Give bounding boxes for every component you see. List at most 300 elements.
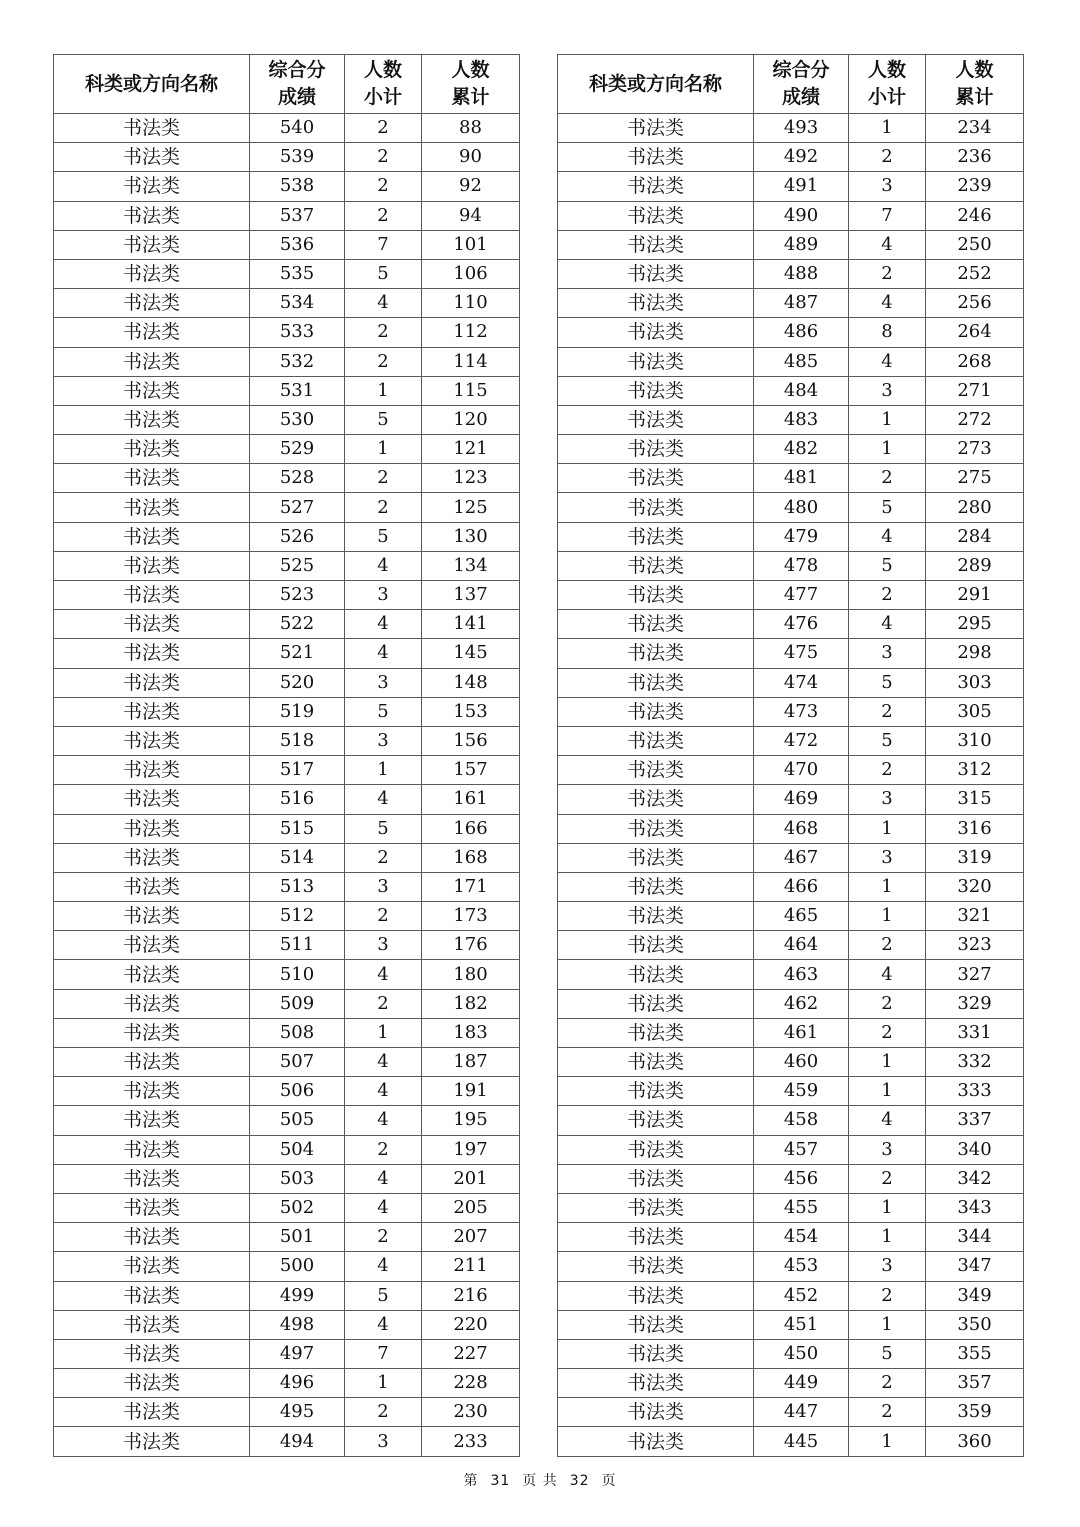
cell-cumulative: 344 xyxy=(926,1223,1024,1252)
cell-score: 540 xyxy=(250,114,345,143)
cell-cumulative: 171 xyxy=(422,872,520,901)
cell-cumulative: 333 xyxy=(926,1077,1024,1106)
cell-cumulative: 201 xyxy=(422,1164,520,1193)
cell-category: 书法类 xyxy=(558,376,754,405)
table-row xyxy=(558,843,1024,872)
cell-category: 书法类 xyxy=(558,464,754,493)
cell-count: 2 xyxy=(849,931,926,960)
table-row xyxy=(54,1164,520,1193)
cell-cumulative: 101 xyxy=(422,230,520,259)
cell-score: 445 xyxy=(754,1427,849,1456)
cell-category: 书法类 xyxy=(558,872,754,901)
table-row xyxy=(558,756,1024,785)
cell-score: 519 xyxy=(250,697,345,726)
table-row xyxy=(558,1339,1024,1368)
cell-cumulative: 246 xyxy=(926,201,1024,230)
header-cumulative: 人数 累计 xyxy=(422,55,520,114)
cell-category: 书法类 xyxy=(558,551,754,580)
table-row xyxy=(558,989,1024,1018)
table-row xyxy=(54,1398,520,1427)
cell-count: 3 xyxy=(849,785,926,814)
table-row xyxy=(558,493,1024,522)
table-row xyxy=(54,756,520,785)
cell-score: 529 xyxy=(250,435,345,464)
cell-score: 483 xyxy=(754,405,849,434)
table-row xyxy=(54,376,520,405)
cell-score: 515 xyxy=(250,814,345,843)
cell-category: 书法类 xyxy=(558,610,754,639)
cell-category: 书法类 xyxy=(54,201,250,230)
cell-score: 486 xyxy=(754,318,849,347)
cell-cumulative: 112 xyxy=(422,318,520,347)
cell-category: 书法类 xyxy=(558,814,754,843)
cell-category: 书法类 xyxy=(558,1106,754,1135)
cell-cumulative: 120 xyxy=(422,405,520,434)
cell-count: 3 xyxy=(345,581,422,610)
cell-cumulative: 357 xyxy=(926,1369,1024,1398)
cell-cumulative: 161 xyxy=(422,785,520,814)
cell-score: 520 xyxy=(250,668,345,697)
cell-score: 488 xyxy=(754,259,849,288)
cell-score: 509 xyxy=(250,989,345,1018)
cell-category: 书法类 xyxy=(54,1077,250,1106)
table-row xyxy=(558,639,1024,668)
cell-count: 4 xyxy=(345,289,422,318)
cell-category: 书法类 xyxy=(558,843,754,872)
cell-cumulative: 123 xyxy=(422,464,520,493)
cell-count: 2 xyxy=(345,172,422,201)
cell-score: 447 xyxy=(754,1398,849,1427)
cell-score: 460 xyxy=(754,1048,849,1077)
table-row xyxy=(54,639,520,668)
cell-count: 2 xyxy=(345,1223,422,1252)
table-row xyxy=(558,201,1024,230)
table-row xyxy=(558,347,1024,376)
cell-cumulative: 230 xyxy=(422,1398,520,1427)
table-row xyxy=(558,668,1024,697)
cell-category: 书法类 xyxy=(558,347,754,376)
cell-count: 4 xyxy=(345,1310,422,1339)
cell-score: 538 xyxy=(250,172,345,201)
cell-count: 2 xyxy=(345,902,422,931)
cell-count: 3 xyxy=(849,1135,926,1164)
cell-score: 484 xyxy=(754,376,849,405)
cell-score: 450 xyxy=(754,1339,849,1368)
table-row xyxy=(54,201,520,230)
cell-score: 495 xyxy=(250,1398,345,1427)
cell-cumulative: 157 xyxy=(422,756,520,785)
cell-category: 书法类 xyxy=(54,1310,250,1339)
cell-category: 书法类 xyxy=(54,464,250,493)
cell-count: 4 xyxy=(345,960,422,989)
cell-count: 1 xyxy=(849,1193,926,1222)
cell-count: 2 xyxy=(849,756,926,785)
cell-category: 书法类 xyxy=(54,318,250,347)
cell-category: 书法类 xyxy=(558,1135,754,1164)
cell-score: 505 xyxy=(250,1106,345,1135)
header-cumulative: 人数 累计 xyxy=(926,55,1024,114)
table-row xyxy=(54,902,520,931)
cell-category: 书法类 xyxy=(54,610,250,639)
cell-score: 535 xyxy=(250,259,345,288)
cell-score: 537 xyxy=(250,201,345,230)
cell-score: 468 xyxy=(754,814,849,843)
cell-category: 书法类 xyxy=(558,1077,754,1106)
cell-score: 455 xyxy=(754,1193,849,1222)
cell-cumulative: 305 xyxy=(926,697,1024,726)
cell-count: 5 xyxy=(345,522,422,551)
cell-count: 4 xyxy=(345,1048,422,1077)
cell-cumulative: 115 xyxy=(422,376,520,405)
cell-score: 508 xyxy=(250,1018,345,1047)
cell-cumulative: 168 xyxy=(422,843,520,872)
cell-count: 7 xyxy=(849,201,926,230)
table-row xyxy=(558,1018,1024,1047)
cell-category: 书法类 xyxy=(558,1048,754,1077)
cell-count: 4 xyxy=(345,1077,422,1106)
cell-count: 4 xyxy=(345,551,422,580)
cell-category: 书法类 xyxy=(558,581,754,610)
cell-cumulative: 303 xyxy=(926,668,1024,697)
cell-score: 532 xyxy=(250,347,345,376)
cell-count: 3 xyxy=(849,639,926,668)
table-row xyxy=(54,989,520,1018)
cell-count: 4 xyxy=(849,610,926,639)
cell-score: 514 xyxy=(250,843,345,872)
cell-cumulative: 349 xyxy=(926,1281,1024,1310)
cell-count: 2 xyxy=(345,143,422,172)
cell-score: 539 xyxy=(250,143,345,172)
cell-score: 504 xyxy=(250,1135,345,1164)
cell-count: 3 xyxy=(849,843,926,872)
cell-category: 书法类 xyxy=(54,376,250,405)
cell-score: 521 xyxy=(250,639,345,668)
cell-category: 书法类 xyxy=(558,697,754,726)
cell-score: 463 xyxy=(754,960,849,989)
footer-prefix: 第 xyxy=(463,1473,479,1489)
cell-count: 5 xyxy=(345,814,422,843)
cell-cumulative: 125 xyxy=(422,493,520,522)
cell-cumulative: 321 xyxy=(926,902,1024,931)
cell-count: 8 xyxy=(849,318,926,347)
cell-cumulative: 195 xyxy=(422,1106,520,1135)
cell-score: 536 xyxy=(250,230,345,259)
table-row xyxy=(558,960,1024,989)
cell-category: 书法类 xyxy=(558,785,754,814)
cell-category: 书法类 xyxy=(54,1223,250,1252)
cell-score: 458 xyxy=(754,1106,849,1135)
cell-category: 书法类 xyxy=(54,1398,250,1427)
cell-cumulative: 183 xyxy=(422,1018,520,1047)
cell-count: 3 xyxy=(345,726,422,755)
cell-category: 书法类 xyxy=(558,756,754,785)
table-row xyxy=(558,435,1024,464)
cell-count: 1 xyxy=(849,1310,926,1339)
table-row xyxy=(558,902,1024,931)
table-row xyxy=(558,726,1024,755)
cell-count: 2 xyxy=(345,1135,422,1164)
table-row xyxy=(558,581,1024,610)
cell-category: 书法类 xyxy=(558,1369,754,1398)
cell-score: 525 xyxy=(250,551,345,580)
cell-count: 2 xyxy=(849,989,926,1018)
cell-cumulative: 340 xyxy=(926,1135,1024,1164)
table-row xyxy=(54,1048,520,1077)
cell-count: 5 xyxy=(849,493,926,522)
cell-count: 3 xyxy=(849,172,926,201)
cell-count: 5 xyxy=(345,259,422,288)
cell-count: 1 xyxy=(345,1369,422,1398)
footer-middle: 页 共 xyxy=(522,1473,558,1489)
cell-category: 书法类 xyxy=(54,259,250,288)
cell-category: 书法类 xyxy=(558,522,754,551)
cell-cumulative: 153 xyxy=(422,697,520,726)
cell-score: 522 xyxy=(250,610,345,639)
table-row xyxy=(54,581,520,610)
cell-cumulative: 121 xyxy=(422,435,520,464)
table-row xyxy=(54,1077,520,1106)
cell-category: 书法类 xyxy=(54,902,250,931)
cell-category: 书法类 xyxy=(54,347,250,376)
table-row xyxy=(558,318,1024,347)
footer-total-pages: 32 xyxy=(569,1473,590,1489)
cell-cumulative: 264 xyxy=(926,318,1024,347)
cell-count: 4 xyxy=(345,1164,422,1193)
cell-category: 书法类 xyxy=(558,931,754,960)
header-category: 科类或方向名称 xyxy=(54,55,250,114)
cell-count: 4 xyxy=(849,289,926,318)
cell-score: 533 xyxy=(250,318,345,347)
cell-count: 2 xyxy=(849,1398,926,1427)
cell-count: 2 xyxy=(849,1164,926,1193)
table-row xyxy=(558,697,1024,726)
cell-score: 528 xyxy=(250,464,345,493)
cell-score: 493 xyxy=(754,114,849,143)
table-row xyxy=(54,522,520,551)
table-row xyxy=(54,814,520,843)
cell-cumulative: 347 xyxy=(926,1252,1024,1281)
cell-cumulative: 327 xyxy=(926,960,1024,989)
cell-count: 5 xyxy=(849,1339,926,1368)
cell-count: 1 xyxy=(849,902,926,931)
cell-count: 1 xyxy=(849,435,926,464)
table-row xyxy=(54,1106,520,1135)
cell-category: 书法类 xyxy=(54,756,250,785)
cell-category: 书法类 xyxy=(558,230,754,259)
cell-score: 478 xyxy=(754,551,849,580)
cell-category: 书法类 xyxy=(558,639,754,668)
cell-score: 491 xyxy=(754,172,849,201)
table-row xyxy=(54,1018,520,1047)
cell-score: 498 xyxy=(250,1310,345,1339)
cell-score: 451 xyxy=(754,1310,849,1339)
cell-cumulative: 234 xyxy=(926,114,1024,143)
cell-category: 书法类 xyxy=(558,1223,754,1252)
table-row xyxy=(54,143,520,172)
cell-cumulative: 207 xyxy=(422,1223,520,1252)
table-header-row xyxy=(558,55,1024,114)
cell-score: 527 xyxy=(250,493,345,522)
cell-category: 书法类 xyxy=(558,435,754,464)
table-row xyxy=(558,259,1024,288)
table-row xyxy=(558,1223,1024,1252)
cell-score: 449 xyxy=(754,1369,849,1398)
table-header-row xyxy=(54,55,520,114)
cell-cumulative: 271 xyxy=(926,376,1024,405)
cell-category: 书法类 xyxy=(54,143,250,172)
cell-category: 书法类 xyxy=(558,1164,754,1193)
cell-cumulative: 332 xyxy=(926,1048,1024,1077)
cell-score: 477 xyxy=(754,581,849,610)
cell-cumulative: 329 xyxy=(926,989,1024,1018)
cell-count: 7 xyxy=(345,1339,422,1368)
cell-cumulative: 134 xyxy=(422,551,520,580)
cell-category: 书法类 xyxy=(54,1281,250,1310)
cell-cumulative: 252 xyxy=(926,259,1024,288)
cell-count: 2 xyxy=(345,1398,422,1427)
cell-count: 1 xyxy=(849,405,926,434)
cell-score: 462 xyxy=(754,989,849,1018)
cell-category: 书法类 xyxy=(54,435,250,464)
cell-count: 2 xyxy=(345,318,422,347)
table-row xyxy=(54,551,520,580)
cell-category: 书法类 xyxy=(54,522,250,551)
cell-count: 1 xyxy=(849,1427,926,1456)
cell-count: 1 xyxy=(849,114,926,143)
table-row xyxy=(558,1427,1024,1456)
table-row xyxy=(54,668,520,697)
cell-category: 书法类 xyxy=(558,114,754,143)
table-row xyxy=(54,610,520,639)
cell-score: 457 xyxy=(754,1135,849,1164)
cell-score: 456 xyxy=(754,1164,849,1193)
cell-count: 4 xyxy=(849,347,926,376)
cell-count: 5 xyxy=(345,697,422,726)
table-row xyxy=(558,1135,1024,1164)
cell-count: 2 xyxy=(849,259,926,288)
cell-count: 4 xyxy=(345,610,422,639)
cell-cumulative: 337 xyxy=(926,1106,1024,1135)
cell-count: 2 xyxy=(849,1018,926,1047)
cell-count: 1 xyxy=(849,1077,926,1106)
cell-category: 书法类 xyxy=(558,1310,754,1339)
cell-count: 3 xyxy=(345,931,422,960)
cell-count: 2 xyxy=(345,201,422,230)
cell-score: 510 xyxy=(250,960,345,989)
cell-cumulative: 295 xyxy=(926,610,1024,639)
cell-category: 书法类 xyxy=(558,989,754,1018)
table-row xyxy=(54,697,520,726)
cell-score: 454 xyxy=(754,1223,849,1252)
table-row xyxy=(54,1427,520,1456)
table-row xyxy=(54,1252,520,1281)
cell-score: 530 xyxy=(250,405,345,434)
cell-score: 482 xyxy=(754,435,849,464)
cell-score: 497 xyxy=(250,1339,345,1368)
cell-count: 4 xyxy=(345,1106,422,1135)
table-row xyxy=(54,289,520,318)
cell-cumulative: 289 xyxy=(926,551,1024,580)
cell-count: 2 xyxy=(849,1281,926,1310)
cell-cumulative: 310 xyxy=(926,726,1024,755)
table-row xyxy=(558,114,1024,143)
cell-score: 494 xyxy=(250,1427,345,1456)
cell-cumulative: 291 xyxy=(926,581,1024,610)
table-row xyxy=(54,114,520,143)
table-row xyxy=(54,872,520,901)
cell-count: 3 xyxy=(345,1427,422,1456)
footer-suffix: 页 xyxy=(601,1473,617,1489)
table-row xyxy=(558,376,1024,405)
cell-category: 书法类 xyxy=(54,1193,250,1222)
cell-score: 513 xyxy=(250,872,345,901)
cell-category: 书法类 xyxy=(558,1427,754,1456)
cell-cumulative: 88 xyxy=(422,114,520,143)
cell-count: 5 xyxy=(345,405,422,434)
header-score: 综合分 成绩 xyxy=(754,55,849,114)
cell-cumulative: 191 xyxy=(422,1077,520,1106)
cell-category: 书法类 xyxy=(54,114,250,143)
page-footer xyxy=(0,1470,1080,1490)
cell-score: 464 xyxy=(754,931,849,960)
cell-cumulative: 355 xyxy=(926,1339,1024,1368)
table-row xyxy=(54,230,520,259)
cell-score: 479 xyxy=(754,522,849,551)
cell-category: 书法类 xyxy=(558,493,754,522)
cell-category: 书法类 xyxy=(54,1427,250,1456)
cell-count: 5 xyxy=(849,668,926,697)
cell-cumulative: 320 xyxy=(926,872,1024,901)
cell-count: 1 xyxy=(345,756,422,785)
cell-category: 书法类 xyxy=(54,1252,250,1281)
table-row xyxy=(54,1281,520,1310)
cell-cumulative: 350 xyxy=(926,1310,1024,1339)
cell-score: 534 xyxy=(250,289,345,318)
cell-category: 书法类 xyxy=(54,960,250,989)
cell-score: 523 xyxy=(250,581,345,610)
cell-cumulative: 273 xyxy=(926,435,1024,464)
cell-category: 书法类 xyxy=(54,668,250,697)
table-row xyxy=(558,230,1024,259)
cell-score: 507 xyxy=(250,1048,345,1077)
table-row xyxy=(54,960,520,989)
cell-count: 1 xyxy=(345,376,422,405)
cell-cumulative: 228 xyxy=(422,1369,520,1398)
cell-category: 书法类 xyxy=(54,726,250,755)
cell-cumulative: 176 xyxy=(422,931,520,960)
cell-category: 书法类 xyxy=(558,1018,754,1047)
table-row xyxy=(54,435,520,464)
cell-score: 475 xyxy=(754,639,849,668)
cell-score: 500 xyxy=(250,1252,345,1281)
cell-score: 503 xyxy=(250,1164,345,1193)
cell-category: 书法类 xyxy=(54,989,250,1018)
cell-cumulative: 156 xyxy=(422,726,520,755)
table-row xyxy=(558,610,1024,639)
cell-score: 467 xyxy=(754,843,849,872)
table-row xyxy=(558,931,1024,960)
cell-score: 526 xyxy=(250,522,345,551)
cell-category: 书法类 xyxy=(54,405,250,434)
cell-category: 书法类 xyxy=(54,1106,250,1135)
cell-count: 5 xyxy=(849,726,926,755)
cell-cumulative: 312 xyxy=(926,756,1024,785)
cell-category: 书法类 xyxy=(54,785,250,814)
cell-cumulative: 148 xyxy=(422,668,520,697)
cell-count: 2 xyxy=(345,464,422,493)
cell-count: 4 xyxy=(849,960,926,989)
cell-score: 496 xyxy=(250,1369,345,1398)
